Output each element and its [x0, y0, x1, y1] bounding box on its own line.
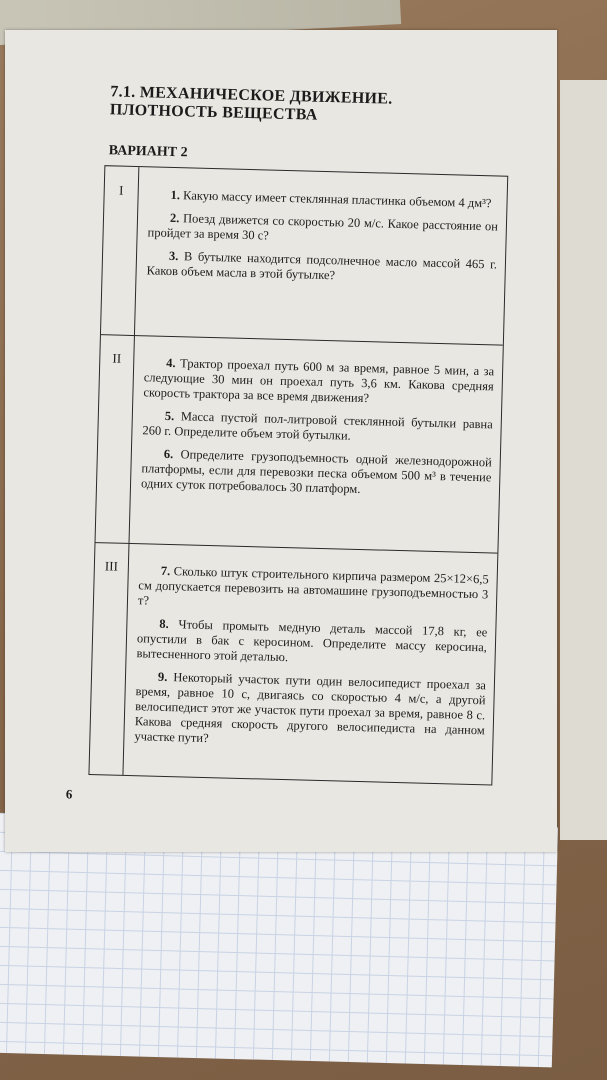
problem-number: 5. — [164, 408, 175, 424]
problem-item — [142, 408, 493, 447]
section-level-2 — [95, 334, 502, 553]
problem-text: Масса пустой пол-литровой стеклянной бутылки равна 260 г. Определите объем этой бутылки. — [142, 409, 493, 443]
section-level-3 — [89, 542, 497, 784]
problem-number: 4. — [166, 355, 176, 371]
problem-number: 1. — [170, 187, 181, 203]
problem-item — [146, 248, 497, 287]
problem-number: 7. — [160, 563, 171, 579]
problem-item — [143, 355, 494, 409]
variant-heading: ВАРИАНТ 2 — [108, 143, 188, 161]
problem-item — [141, 446, 492, 500]
title-line-1: 7.1. МЕХАНИЧЕСКОЕ ДВИЖЕНИЕ. — [110, 83, 393, 108]
problem-item — [138, 563, 489, 617]
page-content — [0, 23, 568, 859]
problem-list — [146, 187, 498, 295]
problem-number: 9. — [157, 669, 168, 684]
problem-number: 2. — [169, 210, 180, 226]
problem-text: Поезд движется со скоростью 20 м/с. Какое расстояние он пройдет за время 30 с? — [147, 211, 499, 243]
level-label: II — [96, 334, 135, 543]
problem-text: Определите грузоподъемность одной железнодорожной платформы, если для перевозки песка объемом 500 м³ в течение одних суток потребовалось 30 платформ. — [140, 447, 492, 496]
problem-number: 8. — [159, 616, 169, 632]
adjacent-page — [560, 80, 607, 840]
textbook-page — [5, 30, 557, 852]
problem-table — [88, 165, 508, 785]
problem-item — [134, 669, 486, 753]
problem-text: Сколько штук строительного кирпича размером 25×12×6,5 см допускается перевозить на автомашине грузоподъемностью 3 т? — [137, 564, 489, 608]
problem-text: Какую массу имеет стеклянная пластинка объемом 4 дм³? — [182, 188, 492, 211]
problem-number: 6. — [163, 446, 174, 462]
problem-text: Трактор проехал путь 600 м за время, равное 5 мин, а за следующие 30 мин он проехал путь 3,6 км. Какова средняя скорость трактора за все время движения? — [143, 356, 495, 406]
problem-text: Некоторый участок пути один велосипедист проехал за время, равное 10 с, двигаясь со скоростью 4 м/с, а другой велосипедист этот же участок пути проехал за время, равное 8 с. Какова средняя скорость другого велосипедиста на данном участке пути? — [134, 670, 487, 746]
problem-list — [141, 355, 495, 508]
problem-item — [148, 187, 498, 211]
problem-text: В бутылке находится подсолнечное масло массой 465 г. Каков объем масла в этой бутылке? — [146, 249, 498, 283]
page-title — [110, 83, 511, 129]
level-label: III — [89, 542, 129, 775]
section-level-1 — [101, 166, 507, 345]
problem-item — [147, 210, 498, 249]
problem-number: 3. — [168, 248, 179, 264]
title-line-2: ПЛОТНОСТЬ ВЕЩЕСТВА — [109, 101, 318, 124]
problem-list — [134, 563, 489, 761]
level-label: I — [101, 166, 139, 335]
page-number: 6 — [65, 786, 73, 802]
problem-item — [136, 616, 487, 670]
problem-text: Чтобы промыть медную деталь массой 17,8 кг, ее опустили в бак с керосином. Определите массу керосина, вытесненного этой деталью. — [136, 617, 488, 665]
